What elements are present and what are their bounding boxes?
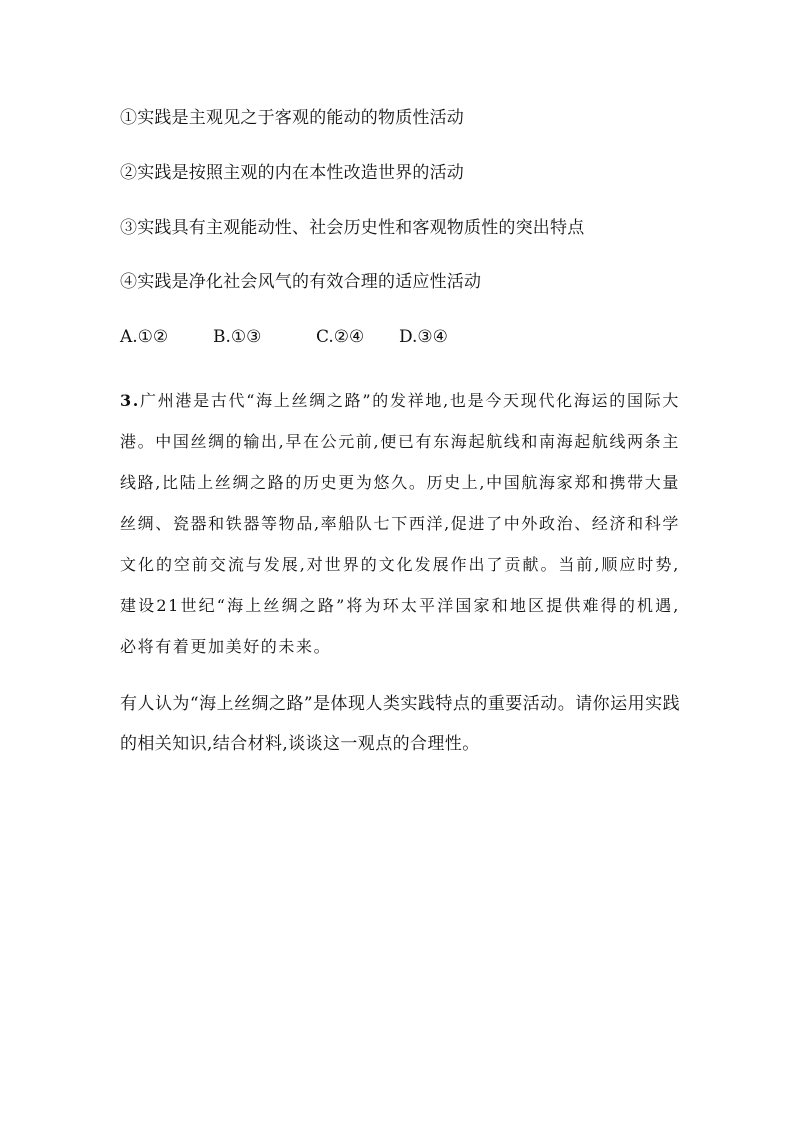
question-text: 广州港是古代“海上丝绸之路”的发祥地,也是今天现代化海运的国际大港。中国丝绸的输出,早在公元前,便已有东海起航线和南海起航线两条主线路,比陆上丝绸之路的历史更为悠久。历史上,中国航海家郑和携带大量丝绸、瓷器和铁器等物品,率船队七下西洋,促进了中外政治、经济和科学文化的空前交流与发展,对世界的文化发展作出了贡献。当前,顺应时势,建设21世纪“海上丝绸之路”将为环太平洋国家和地区提供难得的机遇,必将有着更加美好的未来。	[120, 391, 680, 656]
statement-3: ③实践具有主观能动性、社会历史性和客观物质性的突出特点	[120, 218, 585, 238]
option-c: C.②④	[316, 327, 365, 347]
question-prompt: 有人认为“海上丝绸之路”是体现人类实践特点的重要活动。请你运用实践的相关知识,结合材料,谈谈这一观点的合理性。	[120, 694, 680, 754]
statement-4: ④实践是净化社会风气的有效合理的适应性活动	[120, 272, 482, 292]
question-number: 3.	[120, 391, 140, 410]
statement-1: ①实践是主观见之于客观的能动的物质性活动	[120, 108, 464, 128]
option-d: D.③④	[399, 327, 448, 347]
question-3-material	[120, 380, 680, 667]
option-a: A.①②	[120, 327, 169, 347]
statement-2: ②实践是按照主观的内在本性改造世界的活动	[120, 163, 464, 183]
option-b: B.①③	[213, 327, 262, 347]
